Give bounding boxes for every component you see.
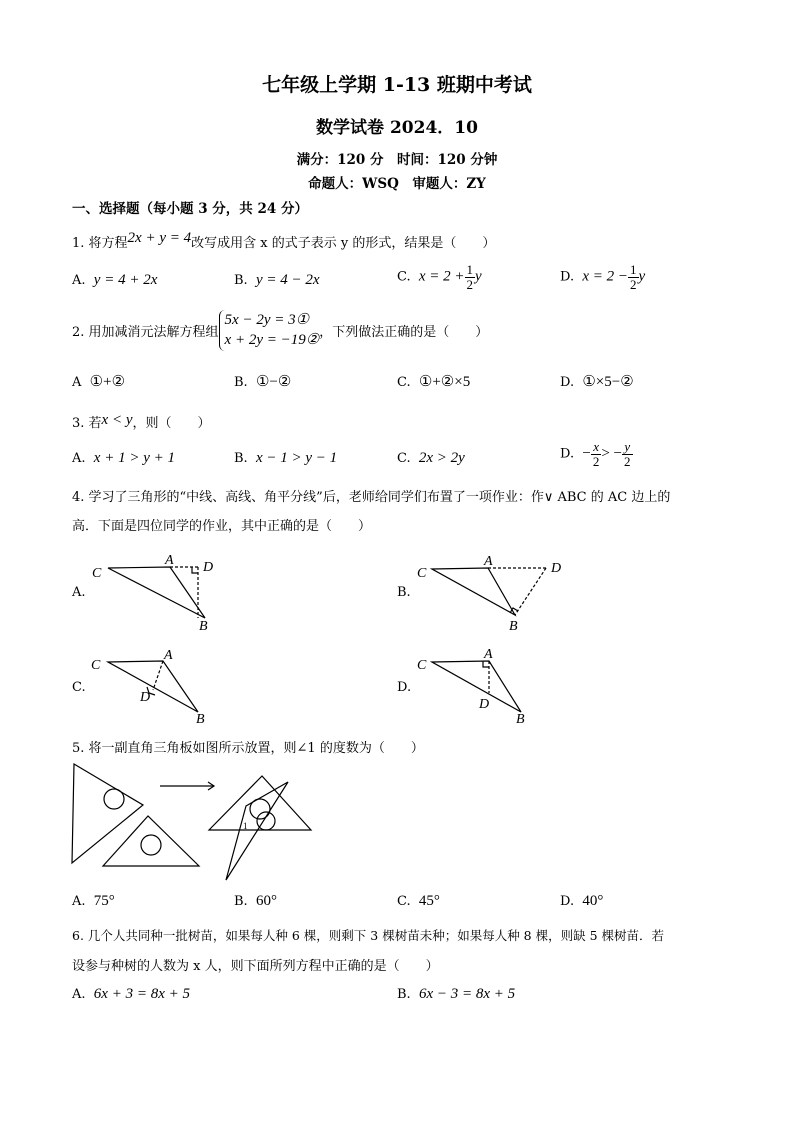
q4-c-label-d: D — [140, 690, 151, 705]
q3-option-c-label: C. — [397, 451, 411, 466]
q6-option-a[interactable] — [72, 986, 190, 1003]
question-6-line-2: 设参与种树的人数为 x 人，则下面所列方程中正确的是（ ） — [72, 959, 439, 974]
fraction-numerator: 1 — [630, 262, 637, 277]
q5-option-c-text: 45° — [418, 893, 440, 909]
q5-angle-1-label: 1 — [243, 821, 248, 831]
q5-option-c[interactable] — [397, 893, 440, 910]
q5-option-a[interactable] — [72, 893, 115, 910]
q5-option-b-text: 60° — [255, 893, 277, 909]
q1-option-d-post: y — [638, 268, 646, 285]
fraction-denominator: 2 — [630, 276, 637, 292]
question-4-line-1: 4. 学习了三角形的“中线、高线、角平分线”后，老师给同学们布置了一项作业：作∨ ABC 的 AC 边上的 — [72, 490, 671, 505]
question-5-stem: 5. 将一副直角三角板如图所示放置，则∠1 的度数为（ ） — [72, 741, 424, 756]
q4-option-a-label[interactable]: A. — [72, 585, 86, 600]
q5-option-a-text: 75° — [93, 893, 115, 909]
q4-option-b-label[interactable]: B. — [397, 585, 411, 600]
fraction-numerator: y — [622, 440, 633, 455]
q4-b-label-d: D — [551, 561, 562, 576]
q3-option-a-text: x + 1 > y + 1 — [93, 450, 175, 466]
q1-option-c-pre: x = 2 + — [418, 268, 465, 285]
q6-option-b-text: 6x − 3 = 8x + 5 — [418, 986, 516, 1002]
author-info: 命题人：WSQ 审题人：ZY — [308, 176, 486, 192]
q2-equation-1: 5x − 2y = 3① — [224, 312, 310, 328]
exam-subtitle: 数学试卷 2024．10 — [316, 118, 478, 138]
q1-option-c-label: C. — [397, 269, 411, 285]
fraction-denominator: 2 — [592, 453, 600, 469]
q3-prefix: 3. 若 — [72, 416, 102, 431]
q4-a-label-b: B — [199, 619, 208, 634]
q4-b-label-a: A — [484, 554, 493, 569]
q1-option-a-label: A. — [72, 273, 86, 288]
fraction-numerator: x — [591, 440, 602, 455]
q4-a-label-c: C — [92, 566, 102, 581]
fraction-denominator: 2 — [624, 453, 631, 469]
q4-d-label-c: C — [417, 658, 427, 673]
q4-d-label-b: B — [516, 712, 525, 727]
question-4-line-2: 高．下面是四位同学的作业，其中正确的是（ ） — [72, 519, 372, 534]
q5-option-b-label: B. — [234, 894, 248, 909]
q4-a-label-d: D — [203, 560, 214, 575]
question-6-line-1: 6. 几个人共同种一批树苗，如果每人种 6 棵，则剩下 3 棵树苗未种；如果每人种 8 棵，则缺 5 棵树苗．若 — [72, 928, 665, 943]
section-heading: 一、选择题（每小题 3 分，共 24 分） — [72, 201, 308, 217]
exam-title: 七年级上学期 1-13 班期中考试 — [262, 74, 532, 96]
q3-suffix: ，则（ ） — [132, 416, 211, 431]
q5-left-iso-triangle — [103, 816, 199, 866]
q4-a-label-a: A — [165, 553, 174, 568]
q5-right-tall-hole — [257, 812, 275, 830]
q1-option-b-text: y = 4 − 2x — [255, 272, 320, 288]
fraction-denominator: 2 — [466, 276, 474, 292]
q1-suffix: 改写成用含 x 的式子表示 y 的形式，结果是（ ） — [191, 236, 496, 251]
q2-option-b-text: ①−② — [255, 374, 292, 390]
q2-suffix: ，下列做法正确的是（ ） — [319, 324, 489, 340]
q5-option-d[interactable] — [560, 893, 603, 910]
fraction-numerator: 1 — [466, 262, 474, 277]
q5-right-iso-triangle — [209, 776, 311, 830]
q3-option-c-text: 2x > 2y — [418, 450, 465, 466]
q4-c-label-b: B — [196, 712, 205, 727]
q2-prefix: 2. 用加减消元法解方程组 — [72, 324, 219, 340]
q3-option-d-middle: > − — [601, 445, 622, 462]
q6-option-b[interactable] — [397, 986, 515, 1003]
q5-left-iso-hole — [141, 835, 161, 855]
q1-option-d-pre: x = 2 − — [582, 268, 629, 285]
q5-option-b[interactable] — [234, 893, 277, 910]
q5-right-tall-triangle — [226, 782, 288, 880]
q1-equation: 2x + y = 4 — [127, 230, 192, 246]
q5-left-tall-hole — [104, 789, 124, 809]
q3-option-b-label: B. — [234, 451, 248, 466]
q6-option-a-label: A. — [72, 987, 86, 1002]
q4-c-label-a: A — [164, 648, 173, 663]
q5-left-tall-triangle — [72, 764, 143, 863]
q1-option-c-post: y — [475, 268, 482, 285]
q1-option-d-label: D. — [560, 269, 575, 285]
q3-option-a-label: A. — [72, 451, 86, 466]
q6-option-b-label: B. — [397, 987, 411, 1002]
q6-option-a-text: 6x + 3 = 8x + 5 — [93, 986, 190, 1002]
q2-option-d-label: D. — [560, 375, 575, 390]
q2-option-c-text: ①+②×5 — [418, 374, 471, 390]
q3-condition: x < y — [101, 412, 133, 428]
q4-d-label-a: A — [484, 647, 493, 662]
q4-b-label-c: C — [417, 566, 427, 581]
q4-option-d-label[interactable]: D. — [397, 680, 412, 695]
q1-option-a-text: y = 4 + 2x — [93, 272, 158, 288]
q4-option-c-label[interactable]: C. — [72, 680, 86, 695]
q1-option-b-label: B. — [234, 273, 248, 288]
q5-option-d-text: 40° — [582, 893, 604, 909]
q4-b-label-b: B — [509, 619, 518, 634]
q1-prefix: 1. 将方程 — [72, 236, 128, 251]
q4-c-label-c: C — [91, 658, 101, 673]
q4-d-label-d: D — [479, 697, 490, 712]
q2-equation-2: x + 2y = −19② — [224, 332, 320, 349]
q5-option-d-label: D. — [560, 894, 575, 909]
q2-option-c-label: C. — [397, 375, 411, 390]
q3-option-d-sign: − — [582, 445, 591, 462]
q3-option-b-text: x − 1 > y − 1 — [255, 450, 338, 466]
q5-option-a-label: A. — [72, 894, 86, 909]
q2-option-b-label: B. — [234, 375, 248, 390]
q2-option-a-label: A — [72, 375, 82, 390]
q5-option-c-label: C. — [397, 894, 411, 909]
q2-option-a-text: ①+② — [89, 374, 126, 390]
q3-option-d-label: D. — [560, 446, 575, 462]
q2-option-d-text: ①×5−② — [582, 374, 634, 390]
score-time-info: 满分：120 分 时间：120 分钟 — [296, 152, 498, 168]
